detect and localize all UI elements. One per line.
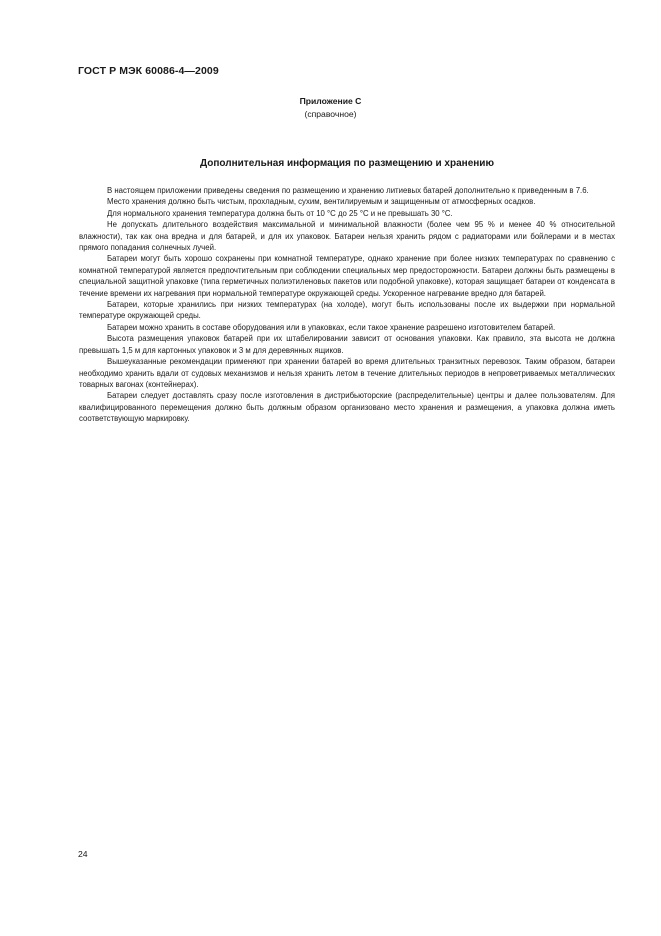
appendix-title: Приложение С <box>299 96 362 106</box>
paragraph-humidity: Не допускать длительного воздействия максимальной и минимальной влажности (более чем 95 % и менее 40 % относительной влажности), так как она вредна и для батарей, и для их упаковок. Батареи нельзя хранить рядом с радиаторами или бойлерами и в местах прямого попадания солнечных лучей. <box>79 220 615 253</box>
paragraph-temperature: Для нормального хранения температура должна быть от 10 °С до 25 °С и не превышать 30 °С. <box>107 208 453 218</box>
body-text <box>79 185 615 425</box>
paragraph-low-temperature: Батареи могут быть хорошо сохранены при комнатной температуре, однако хранение при более низких температурах по сравнению с комнатной температурой является предпочтительным при соблюдении специальных мер предосторожности. Батареи должны быть размещены в специальной защитной упаковке (типа герметичных полиэтиленовых пакетов или подобной упаковке), которая защищает батареи от конденсата в течение времени их нагревания при нормальной температуре окружающей среды. Ускоренное нагревание вредно для батарей. <box>79 254 615 298</box>
paragraph-delivery: Батареи следует доставлять сразу после изготовления в дистрибьюторские (распределительные) центры и далее пользователям. Для квалифицированного перемещения должно быть должным образом организовано место хранения и размещения, а упаковка должна иметь соответствующую маркировку. <box>79 391 615 424</box>
document-header: ГОСТ Р МЭК 60086-4—2009 <box>78 65 219 77</box>
paragraph-intro: В настоящем приложении приведены сведения по размещению и хранению литиевых батарей дополнительно к приведенным в 7.6. <box>107 186 589 195</box>
page-number: 24 <box>78 849 88 859</box>
paragraph-equipment-storage: Батареи можно хранить в составе оборудования или в упаковках, если такое хранение разрешено изготовителем батарей. <box>107 322 556 332</box>
appendix-heading <box>0 95 661 120</box>
paragraph-storage-place: Место хранения должно быть чистым, прохладным, сухим, вентилируемым и защищенным от атмосферных осадков. <box>107 197 536 207</box>
appendix-subtitle: (справочное) <box>304 108 357 119</box>
paragraph-transit: Вышеуказанные рекомендации применяют при хранении батарей во время длительных транзитных перевозок. Таким образом, батареи необходимо хранить вдали от судовых механизмов и нельзя хранить летом в течение длительных периодов в непроветриваемых металлических товарных вагонах (контейнерах). <box>79 357 615 389</box>
section-title: Дополнительная информация по размещению и хранению <box>200 158 494 169</box>
paragraph-stacking-height: Высота размещения упаковок батарей при их штабелировании зависит от основания упаковки. Как правило, эта высота не должна превышать 1,5 м для картонных упаковок и 3 м для деревянных ящиков. <box>79 334 615 355</box>
paragraph-cold-storage: Батареи, которые хранились при низких температурах (на холоде), могут быть использованы после их выдержки при нормальной температуре окружающей среды. <box>79 300 615 321</box>
